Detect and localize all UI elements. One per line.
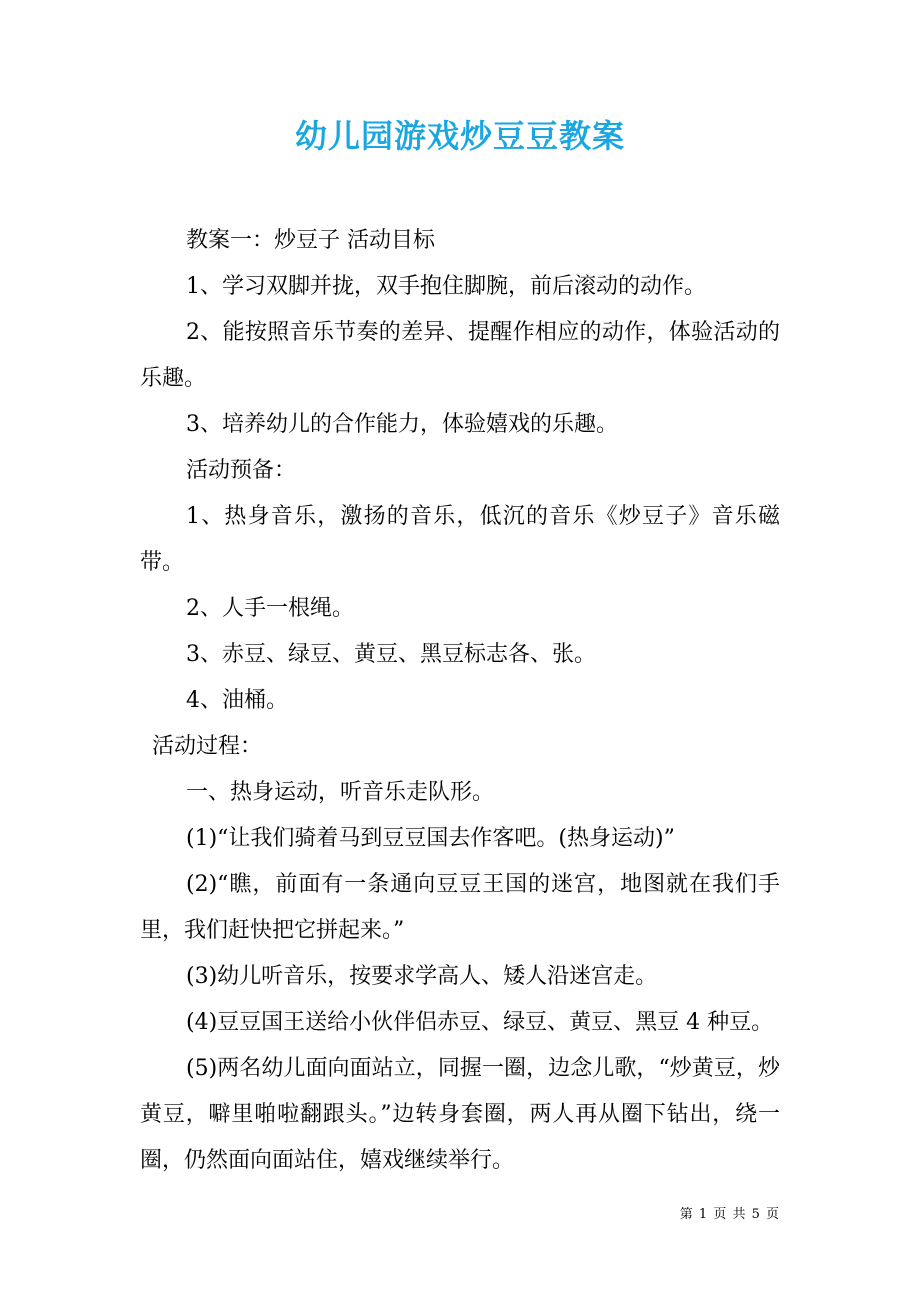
page-number-footer: 第 1 页 共 5 页 [679,1207,780,1222]
paragraph-preparation-heading: 活动预备： [186,458,297,483]
paragraph-goal-2: 2、能按照音乐节奏的差异、提醒作相应的动作，体验活动的乐趣。 [140,320,780,391]
paragraph-step-4: (4)豆豆国王送给小伙伴侣赤豆、绿豆、黄豆、黑豆 4 种豆。 [186,1010,774,1035]
paragraph-goal-1: 1、学习双脚并拢，双手抱住脚腕，前后滚动的动作。 [186,274,706,299]
paragraph-preparation-4: 4、油桶。 [186,688,288,713]
paragraph-step-3: (3)幼儿听音乐，按要求学高人、矮人沿迷宫走。 [186,964,658,989]
paragraph-process-heading: 活动过程： [152,734,263,759]
paragraph-goal-3: 3、培养幼儿的合作能力，体验嬉戏的乐趣。 [186,412,618,437]
document-body [140,218,780,1184]
paragraph-process-1: 一、热身运动，听音乐走队形。 [186,780,495,805]
paragraph-step-5: (5)两名幼儿面向面站立，同握一圈，边念儿歌，“炒黄豆，炒黄豆，噼里啪啦翻跟头。”边转身套圈，两人再从圈下钻出，绕一圈，仍然面向面站住，嬉戏继续举行。 [140,1056,780,1173]
paragraph-preparation-1: 1、热身音乐，激扬的音乐，低沉的音乐《炒豆子》音乐磁带。 [140,504,780,575]
paragraph-plan-heading: 教案一：炒豆子 活动目标 [186,228,435,253]
paragraph-step-2: (2)“瞧，前面有一条通向豆豆王国的迷宫，地图就在我们手里，我们赶快把它拼起来。” [140,872,780,943]
document-title: 幼儿园游戏炒豆豆教案 [294,117,625,155]
paragraph-step-1: (1)“让我们骑着马到豆豆国去作客吧。(热身运动)” [186,826,675,851]
paragraph-preparation-3: 3、赤豆、绿豆、黄豆、黑豆标志各、张。 [186,642,596,667]
paragraph-preparation-2: 2、人手一根绳。 [186,596,354,621]
